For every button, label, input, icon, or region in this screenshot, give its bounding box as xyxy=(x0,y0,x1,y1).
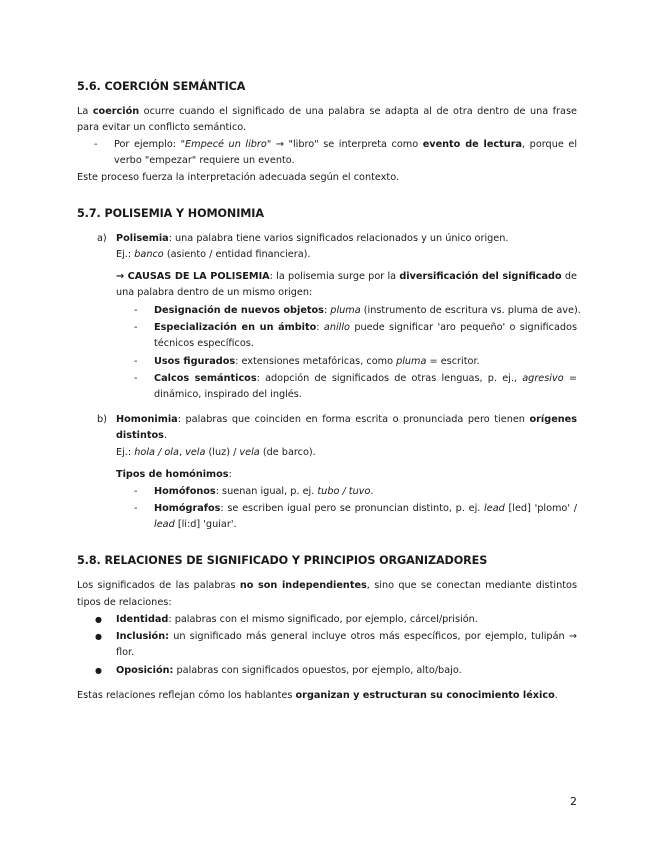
causes-line-2: una palabra dentro de un mismo origen: xyxy=(116,287,313,298)
list-marker-a: a) xyxy=(97,233,107,244)
causes-line-1: → CAUSAS DE LA POLISEMIA: la polisemia surge por la diversificación del significado de xyxy=(116,271,577,282)
section-5-6-heading: 5.6. COERCIÓN SEMÁNTICA xyxy=(77,80,246,93)
homonimia-definition-line-1: Homonimia: palabras que coinciden en forma escrita o pronunciada pero tienen orígenes xyxy=(116,414,577,425)
homonym-type-2-line-2: lead [li:d] 'guiar'. xyxy=(154,519,237,530)
bullet-marker: ● xyxy=(95,632,102,641)
cause-item-3: Usos figurados: extensiones metafóricas, como pluma = escritor. xyxy=(154,356,480,367)
dash-marker: - xyxy=(134,356,138,367)
dash-marker: - xyxy=(94,139,98,150)
list-marker-b: b) xyxy=(97,414,107,425)
bullet-marker: ● xyxy=(95,666,102,675)
homonym-types-label: Tipos de homónimos: xyxy=(116,469,232,480)
relation-inclusion-line-2: flor. xyxy=(116,647,135,658)
relation-oposicion: Oposición: palabras con significados opuestos, por ejemplo, alto/bajo. xyxy=(116,665,462,676)
cause-item-4-line-2: dinámico, inspirado del inglés. xyxy=(154,389,302,400)
page-number: 2 xyxy=(570,795,577,808)
homonym-type-2-line-1: Homógrafos: se escriben igual pero se pronuncian distinto, p. ej. lead [led] 'plomo' / xyxy=(154,503,577,514)
homonimia-example: Ej.: hola / ola, vela (luz) / vela (de barco). xyxy=(116,447,316,458)
cause-item-1: Designación de nuevos objetos: pluma (instrumento de escritura vs. pluma de ave). xyxy=(154,305,581,316)
s58-paragraph-line-2: tipos de relaciones: xyxy=(77,597,172,608)
relation-identidad: Identidad: palabras con el mismo significado, por ejemplo, cárcel/prisión. xyxy=(116,614,478,625)
dash-marker: - xyxy=(134,322,138,333)
section-5-7-heading: 5.7. POLISEMIA Y HOMONIMIA xyxy=(77,207,264,220)
dash-marker: - xyxy=(134,486,138,497)
homonym-type-1: Homófonos: suenan igual, p. ej. tubo / tuvo. xyxy=(154,486,374,497)
s56-closing-paragraph: Este proceso fuerza la interpretación adecuada según el contexto. xyxy=(77,172,400,183)
dash-marker: - xyxy=(134,373,138,384)
cause-item-4-line-1: Calcos semánticos: adopción de significados de otras lenguas, p. ej., agresivo = xyxy=(154,373,577,384)
s58-closing-paragraph: Estas relaciones reflejan cómo los hablantes organizan y estructuran su conocimiento léxico. xyxy=(77,690,558,701)
s56-paragraph-line-1: La coerción ocurre cuando el significado de una palabra se adapta al de otra dentro de una frase xyxy=(77,106,577,117)
s56-example-line-2: verbo "empezar" requiere un evento. xyxy=(114,155,295,166)
cause-item-2-line-1: Especialización en un ámbito: anillo puede significar 'aro pequeño' o significados xyxy=(154,322,578,333)
s58-paragraph-line-1: Los significados de las palabras no son independientes, sino que se conectan mediante distintos xyxy=(77,580,577,591)
relation-inclusion-line-1: Inclusión: un significado más general incluye otros más específicos, por ejemplo, tulipán → xyxy=(116,631,577,642)
polisemia-example: Ej.: banco (asiento / entidad financiera). xyxy=(116,249,311,260)
homonimia-definition-line-2: distintos. xyxy=(116,430,168,441)
bullet-marker: ● xyxy=(95,615,102,624)
polisemia-definition: Polisemia: una palabra tiene varios significados relacionados y un único origen. xyxy=(116,233,509,244)
dash-marker: - xyxy=(134,305,138,316)
cause-item-2-line-2: técnicos específicos. xyxy=(154,338,254,349)
dash-marker: - xyxy=(134,503,138,514)
s56-example-line-1: Por ejemplo: "Empecé un libro" → "libro" se interpreta como evento de lectura, porque el xyxy=(114,139,578,150)
section-5-8-heading: 5.8. RELACIONES DE SIGNIFICADO Y PRINCIPIOS ORGANIZADORES xyxy=(77,554,488,567)
s56-paragraph-line-2: para evitar un conflicto semántico. xyxy=(77,122,247,133)
